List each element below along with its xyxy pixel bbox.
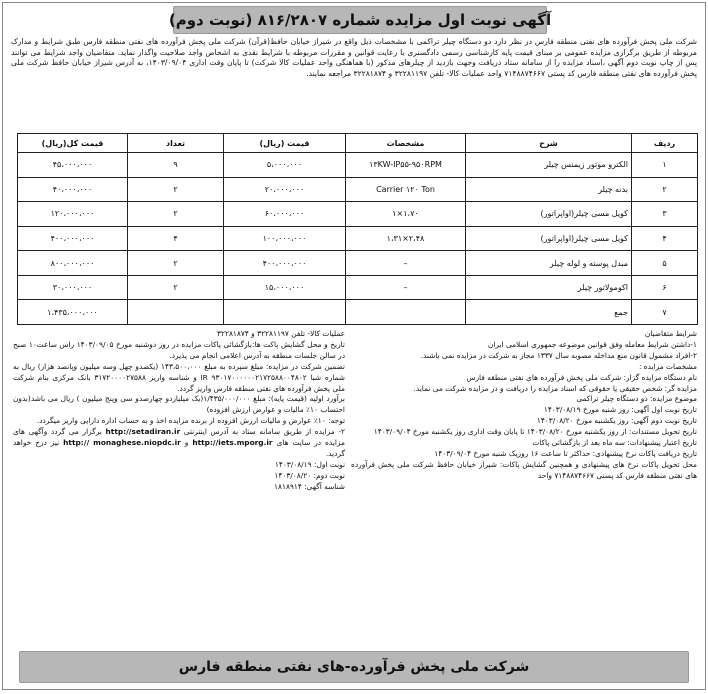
second-notice: نوبت دوم: ۱۴۰۳/۰۸/۲۰ [274,470,345,480]
cell-row-number: ۲ [632,177,698,202]
header-row-number: ردیف [632,134,698,153]
http-prefix[interactable]: http:// [63,438,90,448]
cell-description: کویل مسی چیلر(اواپراتور) [466,226,632,251]
cell-quantity: ۲ [128,202,224,227]
second-notice-date: تاریخ نوبت دوم آگهی: روز یکشنبه مورخ ۱۴۰۳/۰۸/۲۰ [536,416,697,426]
contact-phones: عملیات کالا- تلفن ۳۲۲۸۱۱۹۷ و ۳۲۲۸۱۸۷۴ [217,329,345,338]
intro-paragraph: شرکت ملی پخش فرآورده های نفتی منطقه فارس در نظر دارد دو دستگاه چیلر تراکمی با مشخصات ذیل واقع در شیراز خیابان حافظ(قرآن) شرکت ملی پخش فرآورده های نفتی منطقه فارس طبق شرایط و مدارک مربوطه از طریق برگزاری مزایده عمومی بر مبنای قیمت پایه کارشناسی رسمی دادگستری با رعایت قوانین و مقررات مربوطه با شرایط نقدی به اشخاص واجد صلاحیت واگذار نماید. متقاضیان واجد شرایط می توانند پس از چاپ نوبت دوم آگهی ،اسناد مزایده را از سامانه ستاد دریافت وجهت بازدید از چیلرهای مذکور (با هماهنگی واحد عملیات کالا شرکت) تا پایان وقت اداری ۱۴۰۳/۰۹/۰۴، به آدرس شیراز خیابان حافظ شرکت ملی پخش فرآورده های نفتی منطقه فارس کد پستی ۷۱۴۸۸۷۴۶۶۷ واحد عملیات کالا- تلفن ۳۲۲۸۱۱۹۷ و ۳۲۲۸۱۸۷۴ مراجعه نمایند. [11,37,697,78]
specs-heading: مشخصات مزایده : [638,361,697,371]
cell-quantity: ۹ [128,153,224,178]
monaghese-link[interactable]: monaghese.niopdc.ir [93,438,181,448]
cell-description: مبدل پوسته و لوله چیلر [466,251,632,276]
participation-guarantee: تضمین شرکت در مزایده: مبلغ سپرده به مبلغ ۱۴۳،۵۰۰،۰۰۰ (یکصدو چهل وسه میلیون وپانصد هزار) ریال به شماره شبا IR ۹۳۰۱۷۰۰۰۰۰۰۲۱۷۲۵۸۸۰۰۴۸۰۲ و شناسه واریز ۳۱۷۲۰۰۰۰۲۷۵۸۸ بانک مرکزی بنام شرکت ملی پخش فرآورده های نفتی منطقه فارس واریز گردد. [13,361,345,393]
cell-unit-price: ۴۰۰،۰۰۰،۰۰۰ [224,251,346,276]
header-quantity: تعداد [128,134,224,153]
title-bar [168,6,552,34]
cell-description: بدنه چیلر [466,177,632,202]
cell-quantity: ۲ [128,275,224,300]
cell-specs [346,300,466,325]
table-row [18,226,698,251]
details-column [13,329,345,641]
auction-subject: موضوع مزایده: دو دستگاه چیلر تراکمی [576,394,697,404]
ad-title: آگهی نوبت اول مزایده شماره ۸۱۶/۲۸۰۷ (نوبت دوم) [168,11,552,29]
cell-total-price: ۳۰،۰۰۰،۰۰۰ [18,275,128,300]
offer-validity: تاریخ اعتبار پیشنهادات: سه ماه بعد از بازگشائی پاکات [532,438,697,448]
table-row [18,153,698,178]
setad-link[interactable]: http://setadiran.ir [105,427,181,437]
table-row [18,202,698,227]
header-total-price: قیمت کل(ریال) [18,134,128,153]
ad-id: شناسه آگهی: ۱۸۱۸۹۱۴ [274,481,345,491]
cell-unit-price: ۱۵،۰۰۰،۰۰۰ [224,275,346,300]
header-specs: مشخصات [346,134,466,153]
cell-quantity [128,300,224,325]
setad-text-3: نیز درج خواهد گردید. [13,438,345,458]
cell-total-price: ۴۰۰،۰۰۰،۰۰۰ [18,226,128,251]
header-unit-price: قیمت (ریال) [224,134,346,153]
table-row [18,275,698,300]
cell-specs: ۱۳KW-IP۵۵-۹۵۰RPM [346,153,466,178]
cell-row-number: ۱ [632,153,698,178]
ad-page [2,2,706,690]
setad-info [13,427,345,460]
documents-delivery-date: تاریخ تحویل مستندات: از روز یکشنبه مورخ ۱۴۰۳/۰۸/۲۰ تا پایان وقت اداری روز یکشنبه مورخ ۱۴۰۳/۰۹/۰۴ [373,427,697,437]
cell-row-number: ۴ [632,226,698,251]
cell-description: کویل مسی چیلر(اواپراتور) [466,202,632,227]
cell-specs: ۱،۷۰×۱ [346,202,466,227]
cell-total-price: ۴۵،۰۰۰،۰۰۰ [18,153,128,178]
cell-row-number: ۷ [632,300,698,325]
cell-specs: – [346,275,466,300]
cell-row-number: ۳ [632,202,698,227]
cell-quantity: ۴ [128,226,224,251]
bidder-definition: مزایده گر: شخص حقیقی یا حقوقی که اسناد مزایده را دریافت و در مزایده شرکت می نماید. [413,383,697,393]
conditions-heading: شرایط متقاضیان [644,329,697,338]
auctioneer-name: نام دستگاه مزایده گزار: شرکت ملی پخش فرآورده های نفتی منطقه فارس [466,372,697,382]
condition-item: ۱-داشتن شرایط معامله وفق قوانین موضوعه جمهوری اسلامی ایران [487,339,697,349]
table-row [18,251,698,276]
items-table [17,133,698,325]
table-header-row [18,134,698,153]
cell-total-price: ۴۰،۰۰۰،۰۰۰ [18,177,128,202]
opening-date-location: تاریخ و محل گشایش پاکت ها:بازگشائی پاکات مزایده در روز دوشنبه مورخ ۱۴۰۳/۰۹/۰۵ راس ساعت۱۰ صبح در سالن جلسات منطقه به آدرس اعلامی انجام می پذیرد. [13,339,345,360]
cell-row-number: ۵ [632,251,698,276]
cell-row-number: ۶ [632,275,698,300]
cell-quantity: ۲ [128,177,224,202]
cell-description: اکومولاتور چیلر [466,275,632,300]
condition-item: ۲-افراد مشمول قانون منع مداخله مصوبه سال ۱۳۳۷ مجاز به شرکت در مزایده نمی باشند. [420,350,697,360]
cell-specs: – [346,251,466,276]
cell-unit-price: ۱۰۰،۰۰۰،۰۰۰ [224,226,346,251]
cell-total-price: ۱۲۰،۰۰۰،۰۰۰ [18,202,128,227]
cell-unit-price [224,300,346,325]
cell-description: الکترو موتور زیمنس چیلر [466,153,632,178]
company-name: شرکت ملی پخش فرآورده-های نفتی منطقه فارس [178,659,530,675]
table-total-row [18,300,698,325]
cell-unit-price: ۲۰،۰۰۰،۰۰۰ [224,177,346,202]
footer-bar [19,651,689,683]
cell-quantity: ۲ [128,251,224,276]
table-row [18,177,698,202]
setad-text: ۲- مزایده از طریق سامانه ستاد به آدرس اینترنتی [183,427,345,437]
header-description: شرح [466,134,632,153]
envelope-delivery-location: محل تحویل پاکات نرخ های پیشنهادی و همچنین گشایش پاکات: شیراز خیابان حافظ شرکت ملی پخش فرآورده های نفتی منطقه فارس کد پستی ۷۱۴۸۸۷۴۶۶۷ واحد [351,459,697,480]
iets-link[interactable]: http://iets.mporg.ir [192,438,273,448]
setad-text-2: برگزار می گردد وآگهی های مزایده در سایت های [13,427,345,448]
and-text: و [184,438,189,448]
vat-note: توجه: ۱۰٪ عوارض و مالیات ارزش افزوده از برنده مزایده اخذ و به حساب اداره دارایی واریز میگردد. [36,416,345,426]
cell-total-price: ۸۰۰،۰۰۰،۰۰۰ [18,251,128,276]
first-notice: نوبت اول: ۱۴۰۳/۰۸/۱۹ [274,459,345,469]
cell-total-label: جمع [466,300,632,325]
cell-unit-price: ۶۰،۰۰۰،۰۰۰ [224,202,346,227]
cell-specs: ۲،۴۸×۱،۳۱ [346,226,466,251]
conditions-column [351,329,697,641]
cell-specs: Carrier ۱۲۰ Ton [346,177,466,202]
cell-grand-total: ۱،۴۳۵،۰۰۰،۰۰۰ [18,300,128,325]
base-price-estimate: برآورد اولیه (قیمت پایه): مبلغ ۱/۴۳۵/۰۰۰/۰۰۰(یک میلیاردو چهارصدو سی وپنج میلیون ) ریال می باشد(بدون احتساب ۱۰٪ مالیات و عوارض ارزش افزوده) [13,394,345,415]
cell-unit-price: ۵،۰۰۰،۰۰۰ [224,153,346,178]
envelope-receipt-date: تاریخ دریافت پاکات نرخ پیشنهادی: حداکثر تا ساعت ۱۶ روزیک شنبه مورخ ۱۴۰۳/۰۹/۰۴ [434,448,697,458]
first-notice-date: تاریخ نوبت اول آگهی: روز شنبه مورخ ۱۴۰۳/۰۸/۱۹ [543,405,697,415]
